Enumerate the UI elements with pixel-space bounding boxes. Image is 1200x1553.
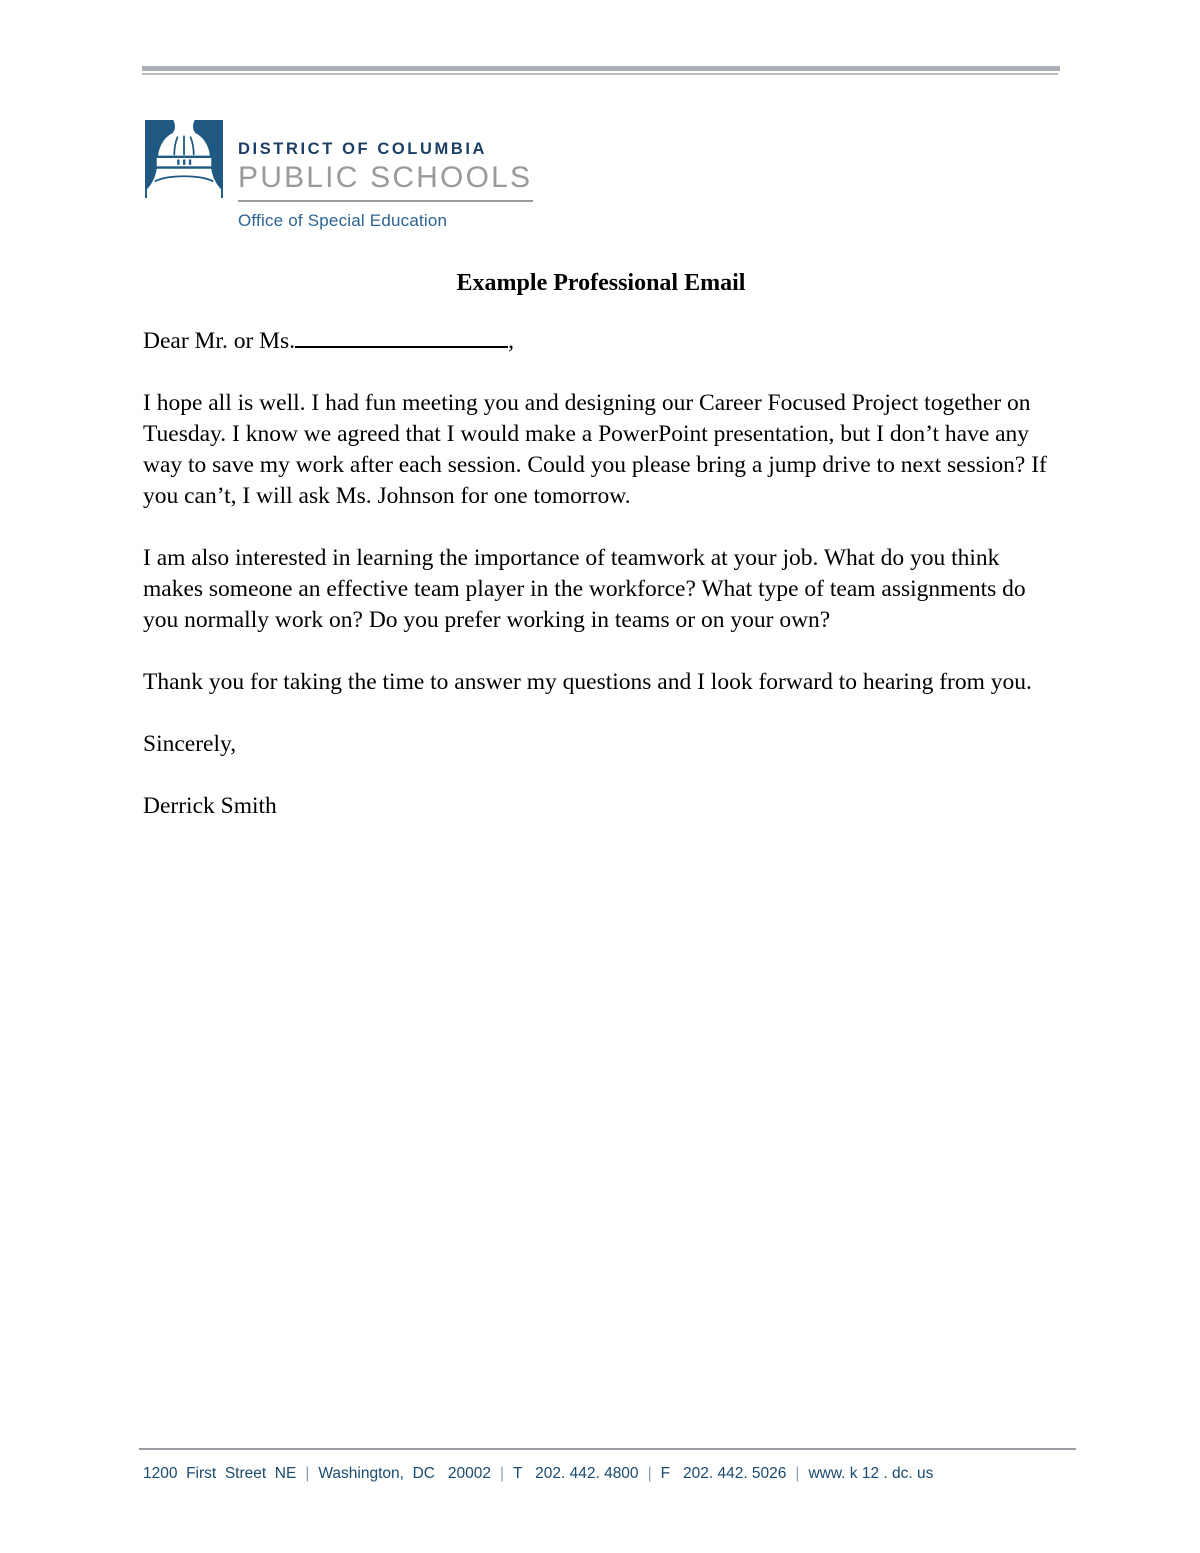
closing: Sincerely, (143, 731, 237, 757)
dcps-logo (145, 120, 533, 231)
logo-text-block (238, 120, 533, 231)
footer-separator: | (647, 1465, 652, 1482)
footer-separator: | (499, 1465, 505, 1482)
top-divider (142, 66, 1060, 75)
footer-contact-line (143, 1465, 1076, 1483)
salutation (143, 326, 1059, 357)
org-name-line1: DISTRICT OF COLUMBIA (238, 140, 488, 158)
footer-fax: F 202. 442. 5026 (660, 1465, 787, 1482)
org-name-line2: PUBLIC SCHOOLS (238, 161, 533, 194)
footer-separator: | (305, 1465, 310, 1482)
page-footer (139, 1448, 1076, 1483)
salutation-blank-line (295, 346, 508, 348)
capitol-dome-icon (145, 120, 223, 198)
top-divider-thick-line (142, 66, 1060, 71)
footer-city: Washington, DC 20002 (318, 1465, 491, 1482)
logo-divider (238, 200, 533, 202)
footer-address: 1200 First Street NE (143, 1465, 297, 1482)
footer-phone: T 202. 442. 4800 (513, 1465, 639, 1482)
office-name: Office of Special Education (238, 211, 448, 230)
footer-website: www. k 12 . dc. us (808, 1465, 934, 1482)
paragraph: I am also interested in learning the importance of teamwork at your job. What do you think makes someone an effective team player in the workforce? What type of team assignments do you normally work on? Do you prefer working in teams or on your own? (143, 545, 1026, 633)
top-divider-thin-line (142, 73, 1058, 75)
footer-divider (139, 1448, 1076, 1450)
salutation-suffix: , (508, 328, 514, 354)
footer-separator: | (795, 1465, 800, 1482)
salutation-prefix: Dear Mr. or Ms. (143, 328, 296, 354)
signature: Derrick Smith (143, 793, 277, 819)
letter-title: Example Professional Email (456, 270, 746, 296)
letter-body (143, 268, 1059, 853)
paragraph: I hope all is well. I had fun meeting you and designing our Career Focused Project together on Tuesday. I know we agreed that I would make a PowerPoint presentation, but I don’t have any way to save my work after each session. Could you please bring a jump drive to next session? If you can’t, I will ask Ms. Johnson for one tomorrow. (143, 390, 1047, 509)
paragraph: Thank you for taking the time to answer my questions and I look forward to hearing from you. (143, 669, 1032, 695)
